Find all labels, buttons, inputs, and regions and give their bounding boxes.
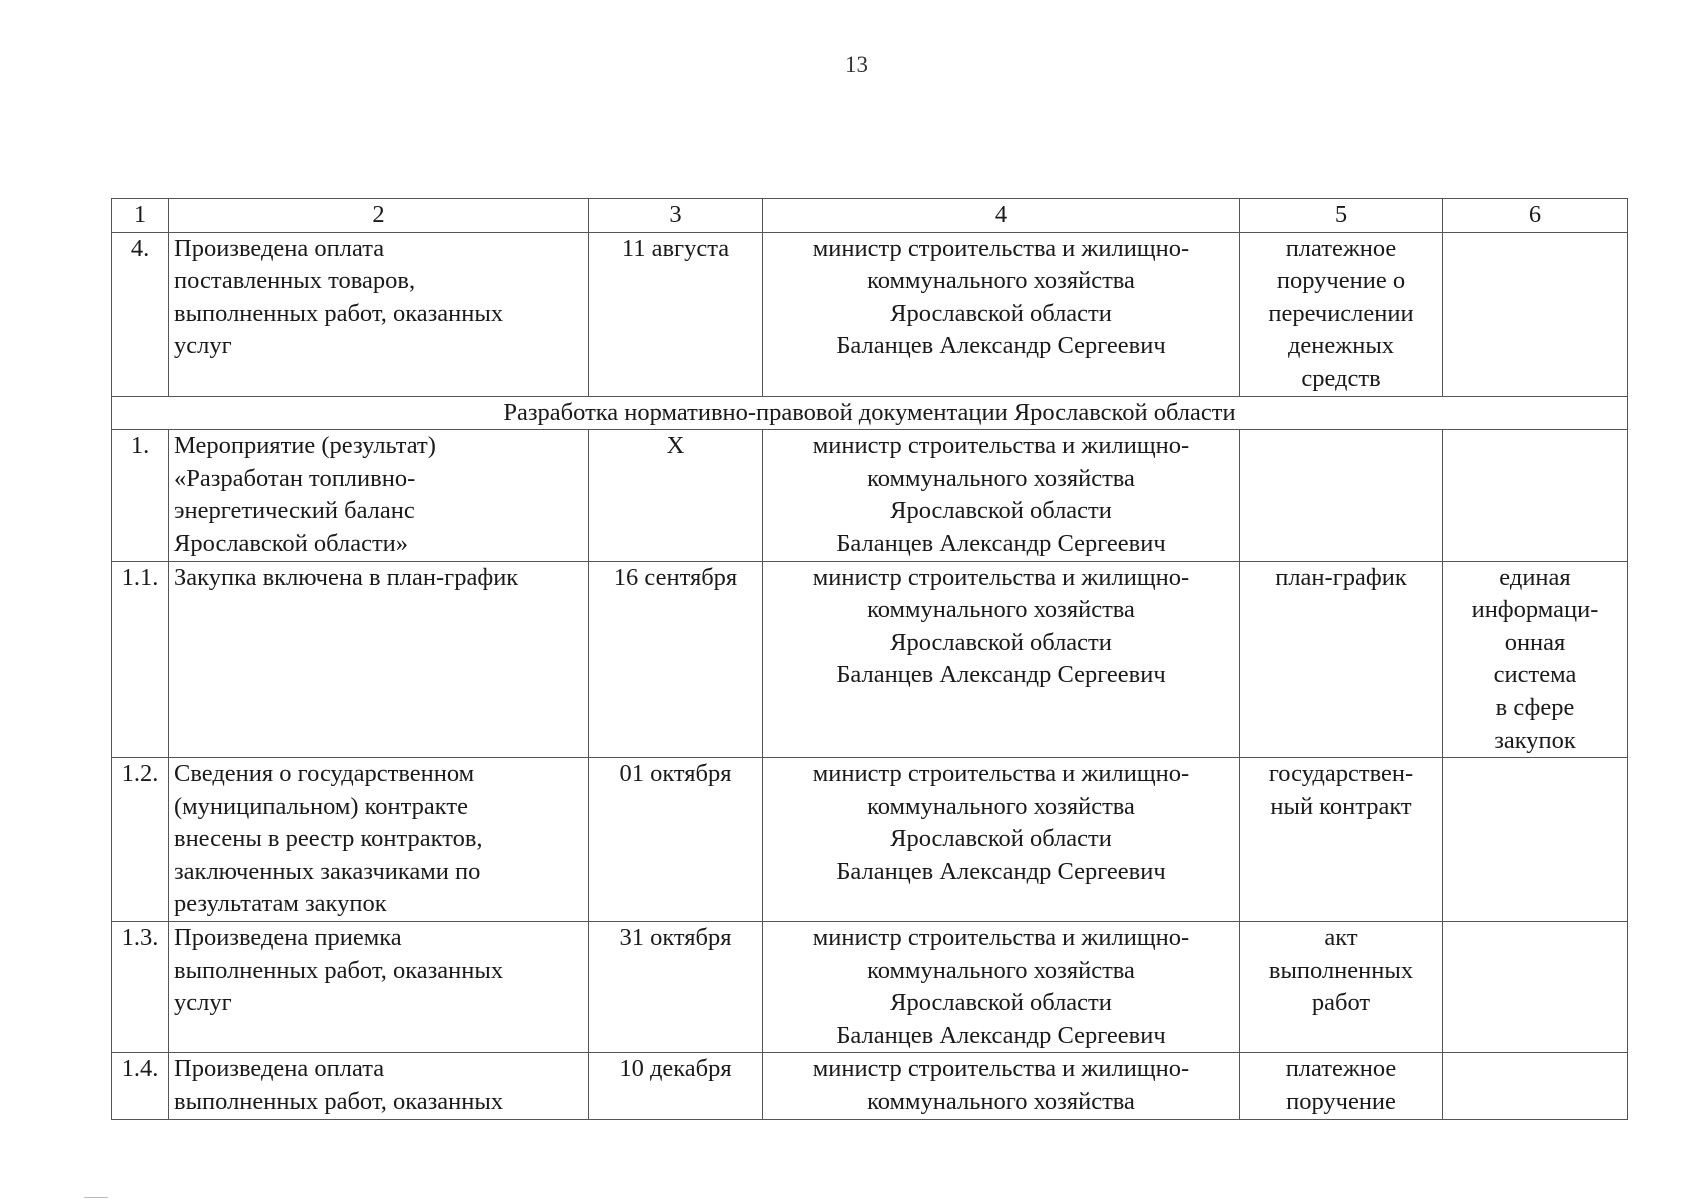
result-cell: Произведена оплата выполненных работ, оказанных <box>169 1053 589 1119</box>
result-cell: Произведена оплата поставленных товаров, выполненных работ, оказанных услуг <box>169 232 589 396</box>
column-header: 5 <box>1240 199 1443 233</box>
responsible-cell: министр строительства и жилищно- коммунального хозяйства Ярославской области Баланцев Александр Сергеевич <box>763 922 1240 1053</box>
responsible-cell: министр строительства и жилищно- коммунального хозяйства Ярославской области Баланцев Александр Сергеевич <box>763 561 1240 758</box>
page-number: 13 <box>845 52 868 77</box>
row-number: 1.2. <box>112 758 169 922</box>
row-number: 1.3. <box>112 922 169 1053</box>
column-header: 4 <box>763 199 1240 233</box>
document-cell: план-график <box>1240 561 1443 758</box>
column-header: 6 <box>1443 199 1628 233</box>
plan-table <box>111 198 1628 1120</box>
document-cell: платежное поручение <box>1240 1053 1443 1119</box>
section-row <box>112 396 1628 430</box>
table-row <box>112 232 1628 396</box>
system-cell <box>1443 922 1628 1053</box>
column-header: 1 <box>112 199 169 233</box>
responsible-cell: министр строительства и жилищно- коммунального хозяйства <box>763 1053 1240 1119</box>
date-cell: 16 сентября <box>589 561 763 758</box>
result-cell: Сведения о государственном (муниципальном) контракте внесены в реестр контрактов, заключенных заказчиками по результатам закупок <box>169 758 589 922</box>
date-cell: X <box>589 430 763 561</box>
date-cell: 11 августа <box>589 232 763 396</box>
date-cell: 31 октября <box>589 922 763 1053</box>
result-cell: Произведена приемка выполненных работ, оказанных услуг <box>169 922 589 1053</box>
column-number-row <box>112 199 1628 233</box>
table-row <box>112 561 1628 758</box>
system-cell: единая информаци- онная система в сфере закупок <box>1443 561 1628 758</box>
column-header: 3 <box>589 199 763 233</box>
responsible-cell: министр строительства и жилищно- коммунального хозяйства Ярославской области Баланцев Александр Сергеевич <box>763 758 1240 922</box>
date-cell: 10 декабря <box>589 1053 763 1119</box>
document-cell: акт выполненных работ <box>1240 922 1443 1053</box>
table-row <box>112 922 1628 1053</box>
table-row <box>112 430 1628 561</box>
row-number: 1. <box>112 430 169 561</box>
date-cell: 01 октября <box>589 758 763 922</box>
result-cell: Мероприятие (результат) «Разработан топливно- энергетический баланс Ярославской области» <box>169 430 589 561</box>
table-row <box>112 1053 1628 1119</box>
system-cell <box>1443 430 1628 561</box>
document-cell: платежное поручение о перечислении денежных средств <box>1240 232 1443 396</box>
row-number: 4. <box>112 232 169 396</box>
row-number: 1.4. <box>112 1053 169 1119</box>
table-row <box>112 758 1628 922</box>
row-number: 1.1. <box>112 561 169 758</box>
footer-mark <box>84 1197 108 1198</box>
document-cell: государствен- ный контракт <box>1240 758 1443 922</box>
document-cell <box>1240 430 1443 561</box>
system-cell <box>1443 1053 1628 1119</box>
responsible-cell: министр строительства и жилищно- коммунального хозяйства Ярославской области Баланцев Александр Сергеевич <box>763 232 1240 396</box>
system-cell <box>1443 232 1628 396</box>
section-title: Разработка нормативно-правовой документации Ярославской области <box>112 396 1628 430</box>
column-header: 2 <box>169 199 589 233</box>
result-cell: Закупка включена в план-график <box>169 561 589 758</box>
system-cell <box>1443 758 1628 922</box>
responsible-cell: министр строительства и жилищно- коммунального хозяйства Ярославской области Баланцев Александр Сергеевич <box>763 430 1240 561</box>
